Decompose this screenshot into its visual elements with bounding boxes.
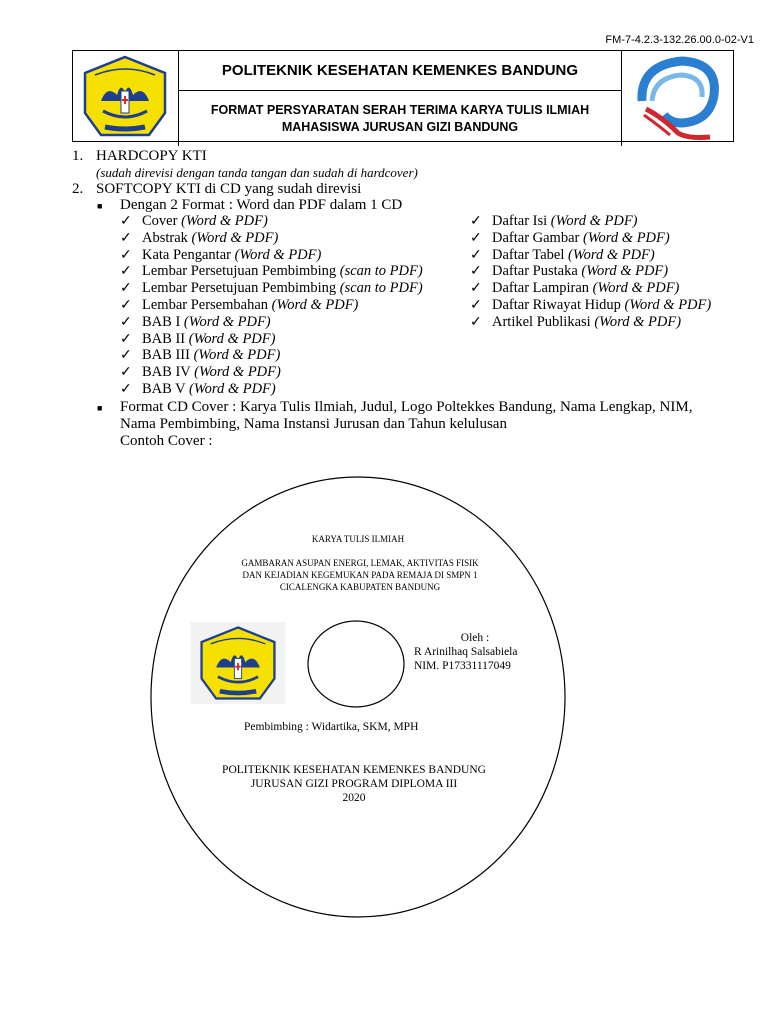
check-icon: ✓ — [470, 281, 482, 297]
checklist-item — [492, 297, 711, 314]
format-title — [179, 91, 621, 146]
check-icon: ✓ — [470, 298, 482, 313]
checklist-item — [142, 347, 280, 364]
checklist-item-name: Lembar Persetujuan Pembimbing — [142, 263, 337, 280]
checklist-item — [142, 331, 275, 348]
checklist-item-name: Daftar Isi — [492, 213, 548, 229]
checklist-item — [142, 364, 281, 381]
checklist-item — [492, 280, 679, 297]
bullet2-line3: Contoh Cover : — [120, 433, 213, 449]
check-icon: ✓ — [120, 298, 132, 313]
checklist-item-name: Lembar Persembahan — [142, 297, 269, 313]
checklist-item — [492, 213, 638, 230]
disc-inst-line2: JURUSAN GIZI PROGRAM DIPLOMA III — [250, 778, 458, 790]
checklist-item — [142, 247, 321, 264]
check-icon: ✓ — [120, 247, 132, 263]
check-icon: ✓ — [120, 214, 132, 229]
check-icon: ✓ — [470, 264, 482, 280]
check-icon: ✓ — [120, 281, 132, 297]
checklist-item-format: (Word & PDF) — [234, 246, 322, 263]
checklist-item-format: (Word & PDF) — [191, 229, 279, 246]
bullet-icon: ■ — [97, 201, 103, 211]
check-icon: ✓ — [120, 314, 132, 330]
item1-note: (sudah direvisi dengan tanda tangan dan sudah di hardcover) — [96, 165, 418, 180]
check-icon: ✓ — [120, 348, 132, 364]
poltekkes-logo-cell — [73, 51, 179, 146]
disc-inst-line1: POLITEKNIK KESEHATAN KEMENKES BANDUNG — [222, 764, 486, 776]
check-icon: ✓ — [120, 331, 132, 347]
item2-number: 2. — [72, 181, 84, 197]
checklist-item-name: Daftar Lampiran — [492, 280, 590, 297]
checklist-item-name: Daftar Pustaka — [492, 263, 578, 280]
checklist-item-format: (Word & PDF) — [183, 313, 271, 330]
checklist-item-format: (scan to PDF) — [339, 263, 423, 280]
disc-supervisor: Pembimbing : Widartika, SKM, MPH — [244, 721, 419, 733]
check-icon: ✓ — [120, 264, 132, 280]
checklist-item-format: (scan to PDF) — [339, 280, 423, 297]
checklist-item-name: Lembar Persetujuan Pembimbing — [142, 280, 337, 297]
item1-title: HARDCOPY KTI — [96, 148, 207, 164]
checklist-item — [492, 263, 668, 280]
checklist-item — [142, 314, 271, 331]
kemenkes-logo-cell — [621, 51, 733, 146]
checklist-item-format: (Word & PDF) — [581, 263, 669, 280]
checklist-item-format: (Word & PDF) — [568, 246, 655, 263]
poltekkes-logo — [73, 51, 177, 141]
disc-title-line3: CICALENGKA KABUPATEN BANDUNG — [279, 582, 441, 592]
institution-name: POLITEKNIK KESEHATAN KEMENKES BANDUNG — [179, 51, 621, 91]
check-icon: ✓ — [470, 214, 482, 229]
checklist-item — [492, 247, 655, 264]
checklist-item-format: (Word & PDF) — [624, 297, 712, 313]
check-icon: ✓ — [120, 382, 132, 397]
checklist-item-name: BAB II — [142, 330, 186, 347]
bullet2-line1: Format CD Cover : Karya Tulis Ilmiah, Judul, Logo Poltekkes Bandung, Nama Lengkap, NIM, — [120, 399, 693, 415]
checklist-item-format: (Word & PDF) — [194, 364, 281, 381]
checklist-item-format: (Word & PDF) — [592, 280, 680, 297]
checklist-item — [142, 381, 276, 398]
checklist-item — [142, 297, 358, 314]
checklist-item-format: (Word & PDF) — [594, 313, 682, 330]
checklist-item-name: Daftar Tabel — [492, 246, 565, 263]
disc-student-nim: NIM. P17331117049 — [414, 660, 511, 672]
checklist-item — [142, 280, 423, 297]
checklist-item-name: Daftar Riwayat Hidup — [492, 297, 621, 313]
checklist-item-name: BAB IV — [142, 364, 191, 381]
format-title-line1: FORMAT PERSYARATAN SERAH TERIMA KARYA TULIS ILMIAH — [210, 102, 590, 117]
checklist-item-name: Abstrak — [142, 229, 188, 246]
check-icon: ✓ — [120, 365, 132, 381]
disc-title-line2: DAN KEJADIAN KEGEMUKAN PADA REMAJA DI SMPN 1 — [242, 570, 478, 580]
item1-number: 1. — [72, 148, 84, 164]
checklist-item — [492, 230, 670, 247]
checklist-item-name: Artikel Publikasi — [492, 313, 591, 330]
checklist-item-format: (Word & PDF) — [193, 347, 281, 364]
checklist-item-name: Kata Pengantar — [142, 246, 231, 263]
disc-poltekkes-logo — [190, 622, 286, 704]
check-icon: ✓ — [470, 314, 482, 330]
check-icon: ✓ — [120, 230, 132, 246]
checklist-item-name: Daftar Gambar — [492, 229, 580, 246]
bullet2-line2: Nama Pembimbing, Nama Instansi Jurusan dan Tahun kelulusan — [120, 416, 507, 432]
checklist-item-format: (Word & PDF) — [188, 330, 276, 347]
checklist-item-name: BAB V — [142, 381, 186, 397]
checklist-item-name: BAB III — [142, 347, 190, 364]
disc-title-line1: GAMBARAN ASUPAN ENERGI, LEMAK, AKTIVITAS FISIK — [241, 558, 479, 568]
document-header — [72, 50, 734, 142]
checklist-item — [142, 263, 423, 280]
checklist-item — [492, 314, 681, 331]
disc-year: 2020 — [342, 792, 366, 804]
disc-student-name: R Arinilhaq Salsabiela — [414, 646, 518, 658]
check-icon: ✓ — [470, 247, 482, 263]
checklist-item-format: (Word & PDF) — [582, 229, 670, 246]
checklist-item-format: (Word & PDF) — [550, 213, 638, 229]
format-title-line2: MAHASISWA JURUSAN GIZI BANDUNG — [281, 119, 519, 134]
checklist-item — [142, 230, 278, 247]
checklist-item — [142, 213, 268, 230]
bullet-icon: ■ — [97, 403, 103, 413]
bullet1-text: Dengan 2 Format : Word dan PDF dalam 1 CD — [120, 197, 403, 213]
kemenkes-swirl-logo — [622, 51, 732, 141]
checklist-item-name: Cover — [142, 213, 178, 229]
disc-by-label: Oleh : — [460, 632, 490, 644]
disc-type-label: KARYA TULIS ILMIAH — [311, 534, 405, 544]
checklist-item-format: (Word & PDF) — [181, 213, 268, 229]
check-icon: ✓ — [470, 230, 482, 246]
form-code: FM-7-4.2.3-132.26.00.0-02-V1 — [605, 34, 754, 46]
checklist-item-name: BAB I — [142, 313, 181, 330]
checklist-item-format: (Word & PDF) — [189, 381, 276, 397]
item2-title: SOFTCOPY KTI di CD yang sudah direvisi — [96, 181, 362, 197]
checklist-item-format: (Word & PDF) — [271, 297, 359, 313]
